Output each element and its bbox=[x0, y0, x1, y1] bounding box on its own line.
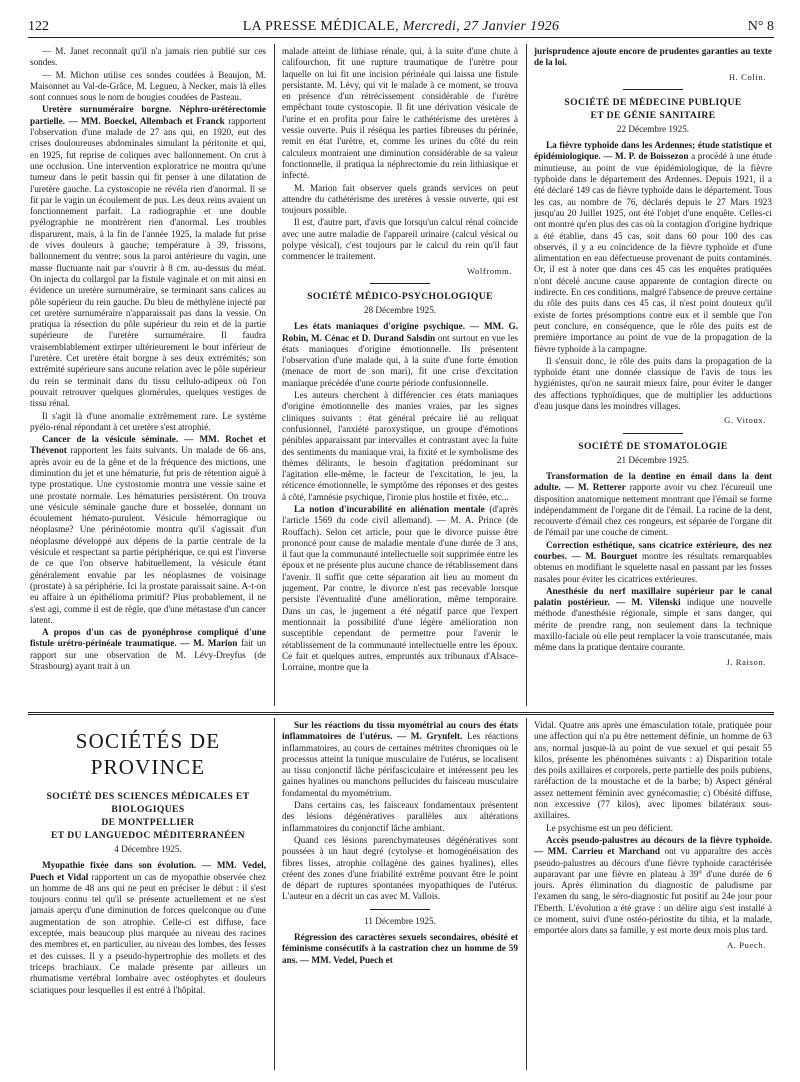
section-title-line: ET DE GÉNIE SANITAIRE bbox=[590, 109, 716, 121]
article-title: La fièvre typhoïde dans les Ardennes; étude statistique et épidémiologique. — M. P. de Boissezon bbox=[534, 140, 772, 162]
article-title: Accès pseudo-palustres au décours de la fièvre typhoïde. — MM. Carrieu et Marchand bbox=[534, 834, 772, 857]
paragraph: Vidal. Quatre ans après une émasculation totale, pratiquée pour une affection qui n'a pu être nettement définie, un homme de 63 ans, normal jusque-là au point de vue sexuel et qui pesait 55 kilos, présente les phénomènes suivants : a) Disparition totale des poils axillaires et corporels, perte partielle des poils pubiens, raréfaction de la moustache et de la barbe; b) Aspect général assez nettement féminin avec gynécomastie; c) Obésité diffuse, non excessive (77 kilos), avec lipomes bilatéraux sous-axillaires. bbox=[534, 720, 772, 821]
section-title bbox=[534, 96, 772, 122]
banner-title: SOCIÉTÉS DE PROVINCE bbox=[75, 729, 221, 779]
article-body: indique une nouvelle méthode d'anesthésie régionale, simple et sans danger, qui mérite de prendre rang, non seulement dans la technique maxillo-faciale où elle peut remplacer la voie transcutanée, mais même dans la pratique dentaire courante. bbox=[534, 597, 772, 653]
page-header bbox=[28, 16, 774, 38]
column-2 bbox=[282, 46, 518, 706]
section-date: 11 Décembre 1925. bbox=[364, 915, 436, 926]
article-pyonephrose bbox=[30, 627, 266, 672]
bottom-column-1 bbox=[30, 720, 266, 1070]
column-1 bbox=[30, 46, 266, 706]
section-title bbox=[30, 790, 266, 842]
author-signature: Wolfromm. bbox=[466, 265, 512, 276]
section-separator bbox=[28, 712, 774, 715]
article-title: Les états maniaques d'origine psychique. — MM. G. Robin, M. Cénac et D. Durand Salsdin bbox=[282, 321, 518, 343]
article-cancer bbox=[30, 434, 266, 626]
paragraph: Il s'ensuit donc, le rôle des puits dans la propagation de la typhoïde étant une donnée classique de l'avis de tous les hygiénistes, qu'on ne saurait mieux faire, pour éviter le danger des affections typhoïdiques, que de multiplier les adductions d'eau jusque dans les moindres villages. bbox=[534, 355, 772, 412]
section-title-line: DE MONTPELLIER bbox=[101, 817, 195, 828]
article-myometre bbox=[282, 720, 518, 799]
article-title: Sur les réactions du tissu myométrial au cours des états inflammatoires de l'utérus. — M. Grynfelt. bbox=[282, 720, 518, 742]
section-title: SOCIÉTÉ MÉDICO-PSYCHOLOGIQUE bbox=[307, 290, 493, 302]
article-pseudo-palustres bbox=[534, 835, 772, 937]
section-divider bbox=[623, 433, 683, 434]
article-title: Cancer de la vésicule séminale. — MM. Rochet et Thévenot bbox=[30, 434, 266, 456]
article-ureter bbox=[30, 104, 266, 409]
section-date: 4 Décembre 1925. bbox=[114, 844, 182, 854]
article-nez bbox=[534, 540, 772, 585]
section-divider bbox=[623, 89, 683, 90]
article-title: Régression des caractères sexuels secondaires, obésité et féminisme consécutifs à la castration chez un homme de 59 ans. — MM. Vedel, Puech et bbox=[282, 932, 518, 965]
section-date: 21 Décembre 1925. bbox=[616, 454, 690, 465]
article-title: Transformation de la dentine en émail dans la dent adulte. — M. Retterer bbox=[534, 470, 772, 493]
column-divider bbox=[274, 44, 275, 706]
section-date: 28 Décembre 1925. bbox=[363, 304, 437, 315]
section-title-line: SOCIÉTÉ DES SCIENCES MÉDICALES ET BIOLOGIQUES bbox=[46, 791, 250, 815]
paragraph: Il s'agit là d'une anomalie extrêmement rare. Le système pyélo-rénal répondant à cet uretère s'est atrophié. bbox=[30, 410, 266, 432]
article-body: rapportent l'observation d'une malade de 27 ans qui, en 1920, eut des crises douloureuses abdominales simulant la péritonite et qui, en 1925, fut reprise de coliques avec ballonnement. On crut à une occlusion. Une intervention exploratrice ne montra qu'une tumeur dans le petit bassin qui fit penser à une dilatation de l'uretère gauche. La cystoscopie ne révéla rien d'anormal. Il se fit par le vagin un écoulement de pus. Les deux reins avaient un fonctionnement parfait. La radiographie et une double pyélographie ne montrèrent rien d'anormal. Les troubles disparurent, mais, à la fin de l'année 1925, la malade fut prise de vives douleurs à gauche; température à 39, frissons, ballonnement du ventre; sous la paroi antérieure du vagin, une masse fluctuante nait par s'ouvrir à 8 cm. au-dessus du méat. On injecta du collargol par la fistule vaginale et on mit ainsi en évidence un uretère surnuméraire, se terminant sans calices au pôle supérieur du rein gauche. Du bleu de méthylène injecté par cet uretère surnuméraire n'apparaissait pas dans la vessie. On pratiqua la résection du pôle supérieur du rein et de la partie supérieure de l'uretère surnuméraire. Il faudra vraisemblablement extirper ultérieurement le bout inférieur de l'uretère. Cet uretère était borgne à ses deux extrémités; son extrémité supérieure sans aucune relation avec le pôle supérieur du rein se terminait dans du tissu cellulo-adipeux où l'on pouvait retrouver quelques glomérules, quelques vestiges de tissu rénal. bbox=[30, 115, 266, 409]
paragraph: Il est, d'autre part, d'avis que lorsqu'un calcul rénal coïncide avec une autre maladie de l'appareil urinaire (calcul vésical ou polype vésical), c'est toujours par le calcul du rein qu'il faut commencer le traitement. bbox=[282, 217, 518, 262]
article-body: fait un rapport sur une observation de M. Lévy-Dreyfus (de Strasbourg) ayant trait à un bbox=[30, 638, 266, 672]
article-typhoide bbox=[534, 140, 772, 355]
column-3 bbox=[534, 46, 772, 706]
article-body: a procédé à une étude minutieuse, au point de vue épidémiologique, de la fièvre typhoïde dans le département des Ardennes. Depuis 1921, il a été déclaré 149 cas de fièvre typhoïde dans le département. Tous les cas, au nombre de 76, déclarés depuis le 27 Mars 1923 jusqu'au 20 Juillet 1925, ont été l'objet d'une enquête. Celles-ci ont montré qu'en plus des cas où la contagion d'origine hydrique a été établie, dans 45 cas, soit dans 60 pour 100 des cas observés, il y a eu coïncidence de la fièvre typhoïde et d'une alimentation en eau défectueuse provenant de puits contaminés. Or, il est à noter que dans ces 45 cas les enquêtes pratiquées n'ont décelé aucune cause apparente de contagion directe ou indirecte. En ces conditions, malgré l'absence de preuve certaine du rôle des puits dans ces 45 cas, il n'est point douteux qu'il existe de fortes présomptions contre eux et il semble que l'on peut conclure, en conséquence, que le rôle des puits est de première importance au point de vue de la propagation de la fièvre typhoïde à la campagne. bbox=[534, 151, 772, 354]
section-title-line: ET DU LANGUEDOC MÉDITERRANÉEN bbox=[51, 830, 245, 841]
article-title: Uretère surnuméraire borgne. Néphro-urétérectomie partielle. — MM. Boeckel, Allembach et Franck bbox=[30, 104, 266, 126]
author-signature: J. Raison. bbox=[726, 656, 766, 667]
article-body: Les réactions inflammatoires, au cours de certaines métrites chroniques où le processus atteint la tunique musculaire de l'utérus, se localisent au tissu conjonctif lâche périfasciculaire et intéressent peu les gaines hyalines ou manchons pellucides du faisceau musculaire fondamental du myométrium. bbox=[282, 731, 518, 798]
bottom-column-3 bbox=[534, 720, 772, 1070]
paragraph: Le psychisme est un peu déficient. bbox=[546, 822, 674, 833]
paragraph: M. Marion fait observer quels grands services on peut attendre du cathétérisme des uretères à vessie ouverte, qui est toujours possible. bbox=[282, 182, 518, 216]
paragraph: Dans certains cas, les faisceaux fondamentaux présentent des lésions dégénératives parallèles aux altérations inflammatoires du conjonctif lâche ambiant. bbox=[282, 800, 518, 833]
issue-date: Mercredi, 27 Janvier 1926 bbox=[402, 19, 560, 34]
article-title: Anesthésie du nerf maxillaire supérieur par le canal palatin postérieur. — M. Vilenski bbox=[534, 585, 772, 608]
section-divider bbox=[370, 283, 430, 284]
article-body: rapportent un cas de myopathie observée chez un homme de 48 ans qui ne peut en préciser le début : il s'est toujours connu tel qu'il se présente actuellement et ne s'est jamais aperçu d'une diminution de forces quelconque ou d'une augmentation de son atrophie. Celle-ci est diffuse, face exceptée, mais beaucoup plus marquée au niveau des racines des membres et, en particulier, au niveau des lombes, des fesses et des cuisses. Il y a pseudo-hypertrophie des mollets et des triceps brachiaux. Ce malade présente par ailleurs un rhumatisme vertébral lombaire avec ostéophytes et douleurs sciatiques pour lesquelles il est entré à l'hôpital. bbox=[30, 871, 266, 995]
column-divider bbox=[274, 718, 275, 1070]
section-title-line: SOCIÉTÉ DE MÉDECINE PUBLIQUE bbox=[564, 96, 742, 108]
article-title: Correction esthétique, sans cicatrice extérieure, des nez courbes. — M. Bourguet bbox=[534, 539, 772, 561]
article-anesthesie bbox=[534, 586, 772, 654]
author-signature: G. Vitoux. bbox=[724, 415, 766, 426]
section-divider bbox=[370, 909, 430, 910]
paragraph: malade atteint de lithiase rénale, qui, à la suite d'une chute à califourchon, fit une rupture traumatique de l'urètre pour laquelle on lui fit une incision périnéale qui laissa une fistule persistante. M. Lévy, qui vit le malade à ce moment, se trouva en présence d'un rétrécissement considérable de l'urètre empêchant toute cystoscopie. Il fit une dérivation vésicale de l'urine et en profita pour faire le cathétérisme des uretères à vessie ouverte. Puis il réséqua les parties fibreuses du périnée, remit en état l'urètre, et, comme les urines du côté du rein calculeux montraient une diminution considérable de sa valeur fonctionnelle, il pratiqua la néphrectomie du rein lithiasique et infecté. bbox=[282, 46, 518, 181]
article-title: Myopathie fixée dans son évolution. — MM. Vedel, Puech et Vidal bbox=[30, 860, 266, 882]
bottom-column-2 bbox=[282, 720, 518, 1070]
author-signature: H. Colin. bbox=[728, 71, 766, 82]
author-signature: A. Puech. bbox=[726, 939, 766, 950]
column-divider bbox=[526, 718, 527, 1070]
article-dentine bbox=[534, 471, 772, 539]
column-divider bbox=[526, 44, 527, 706]
article-body: ont vu apparaître des accès pseudo-palustres au décours d'une fièvre typhoïde caractérisée auparavant par une fièvre en plateau à 39° d'une durée de 6 jours. Après élimination du diagnostic de paludisme par l'examen du sang, le séro-diagnostic fut positif au 24e jour pour l'Eberth. L'évolution a été grave : un délire aigu s'est installé à ce moment, suivi d'une ostéo-périostite du tibia, et la malade, emportée alors dans sa famille, y est morte deux mois plus tard. bbox=[534, 846, 772, 936]
journal-title bbox=[88, 19, 714, 35]
article-body: rapportent les faits suivants. Un malade de 66 ans, après avoir eu de la gêne et de la fréquence des mictions, une diminution du jet et une hématurie, fut pris de rétention aiguë à type prostatique. Une cystostomie montra une vessie saine et une prostate normale. Les hématuries persistèrent. On trouva une vésicule séminale gauche dure et bosselée, donnant un écoulement hémato-purulent. Vésicule hémorragique ou néoplasme? Une périnéotomie montra qu'il s'agissait d'un néoplasme développé aux dépens de la partie centrale de la vésicule et respectant sa partie périphérique, ce qui est l'inverse de ce que l'on observe habituellement, la vésicule étant généralement envahie par les néoplasmes de voisinage (prostate) à sa périphérie. Ici la prostate paraissait saine. A-t-on eu affaire à un épithélioma primitif? Plus probablement, il ne s'est agi, comme il est de règle, que d'une métastase d'un cancer latent. bbox=[30, 445, 266, 625]
paragraph: jurisprudence ajoute encore de prudentes garanties au texte de la loi. bbox=[534, 46, 772, 68]
paragraph: — M. Michon utilise ces sondes coudées à Beaujon, M. Maisonnet au Val-de-Grâce, M. Legueu, à Necker, mais là elles sont connues sous le nom de bougies coudées de Pasteau. bbox=[30, 69, 266, 103]
paragraph: Quand ces lésions parenchymateuses dégénératives sont poussées à un haut degré (cytolyse et homogénéisation des fibres lisses, atrophie collagène des gaines hyalines), elles créent des zones d'une friabilité extrême pouvant être le point de départ de ruptures spontanées myopathiques de l'utérus. L'auteur en a décrit un cas avec M. Vallois. bbox=[282, 834, 518, 902]
article-incurabilite bbox=[282, 504, 518, 673]
paragraph: — M. Janet reconnaît qu'il n'a jamais rien publié sur ces sondes. bbox=[30, 46, 266, 68]
article-body: ont surtout en vue les états maniaques d'origine émotionnelle. Ils présentent l'observation d'une malade qui, à la suite d'une forte émotion (menace de mort de son mari), fit une crise d'excitation maniaque précédée d'une courte période confusionnelle. bbox=[282, 332, 518, 388]
section-date: 22 Décembre 1925. bbox=[616, 123, 690, 134]
issue-number: N° 8 bbox=[747, 19, 774, 34]
section-title: SOCIÉTÉ DE STOMATOLOGIE bbox=[578, 440, 728, 452]
page-number: 122 bbox=[28, 19, 49, 34]
journal-name: LA PRESSE MÉDICALE, bbox=[242, 19, 399, 34]
article-title: La notion d'incurabilité en aliénation mentale bbox=[294, 503, 485, 514]
article-body: montre les résultats remarquables obtenus en modifiant le squelette nasal en passant par les fosses nasales pour éviter les cicatrices extérieures. bbox=[534, 550, 772, 584]
article-myopathie bbox=[30, 860, 266, 996]
article-manie bbox=[282, 321, 518, 389]
article-body: rapporte avoir vu chez l'écureuil une disposition anatomique nettement montrant que l'émail se forme indépendamment de l'organe dit de l'émail. La racine de la dent, recouverte d'émail chez ces rongeurs, est séparée de l'organe dit de l'émail par une couche de ciment. bbox=[534, 482, 772, 538]
article-title: A propos d'un cas de pyonéphrose compliqué d'une fistule urétro-périnéale traumatique. — M. Marion bbox=[30, 627, 266, 649]
paragraph: Les auteurs cherchent à différencier ces états maniaques d'origine émotionnelle des manies vraies, par les signes cliniques suivants : état général précaire lié au reliquat confusionnel, l'anxiété paroxystique, un groupe d'émotions pénibles apparaissant par intervalles et contrastant avec la fuite des sentiments du maniaque vrai, la fixité et le symbolisme des thèmes délirants, le besoin d'agitation prédominant sur l'agitation elle-même, le facteur de l'excitation, le jeu, la réticence émotionnelle, le symptôme des réponses et des gestes à côté, l'amnésie psychique, l'ironie plus hostile et fixée, etc... bbox=[282, 390, 518, 502]
article-body: (d'après l'article 1569 du code civil allemand). — M. A. Prince (de Rouffach). Selon cet article, pour que le divorce puisse être prononcé pour cause de maladie mentale d'une durée de 3 ans, il faut que la communauté intellectuelle soit supprimée entre les époux et ne présente plus aucune chance de rétablissement dans l'avenir. Il suffit que cette séparation ait lieu au moment du jugement. Par contre, le divorce n'est pas recevable lorsque persiste l'éventualité d'une amélioration, même temporaire. Dans un cas, le jugement a été négatif parce que l'expert mentionnait la possibilité d'une légère amélioration non susceptible cependant de permettre pour l'avenir le rétablissement de la communauté intellectuelle entre les époux. Ce fait et quelques autres, empruntés aux tribunaux d'Alsace-Lorraine, montre que la bbox=[282, 503, 518, 673]
